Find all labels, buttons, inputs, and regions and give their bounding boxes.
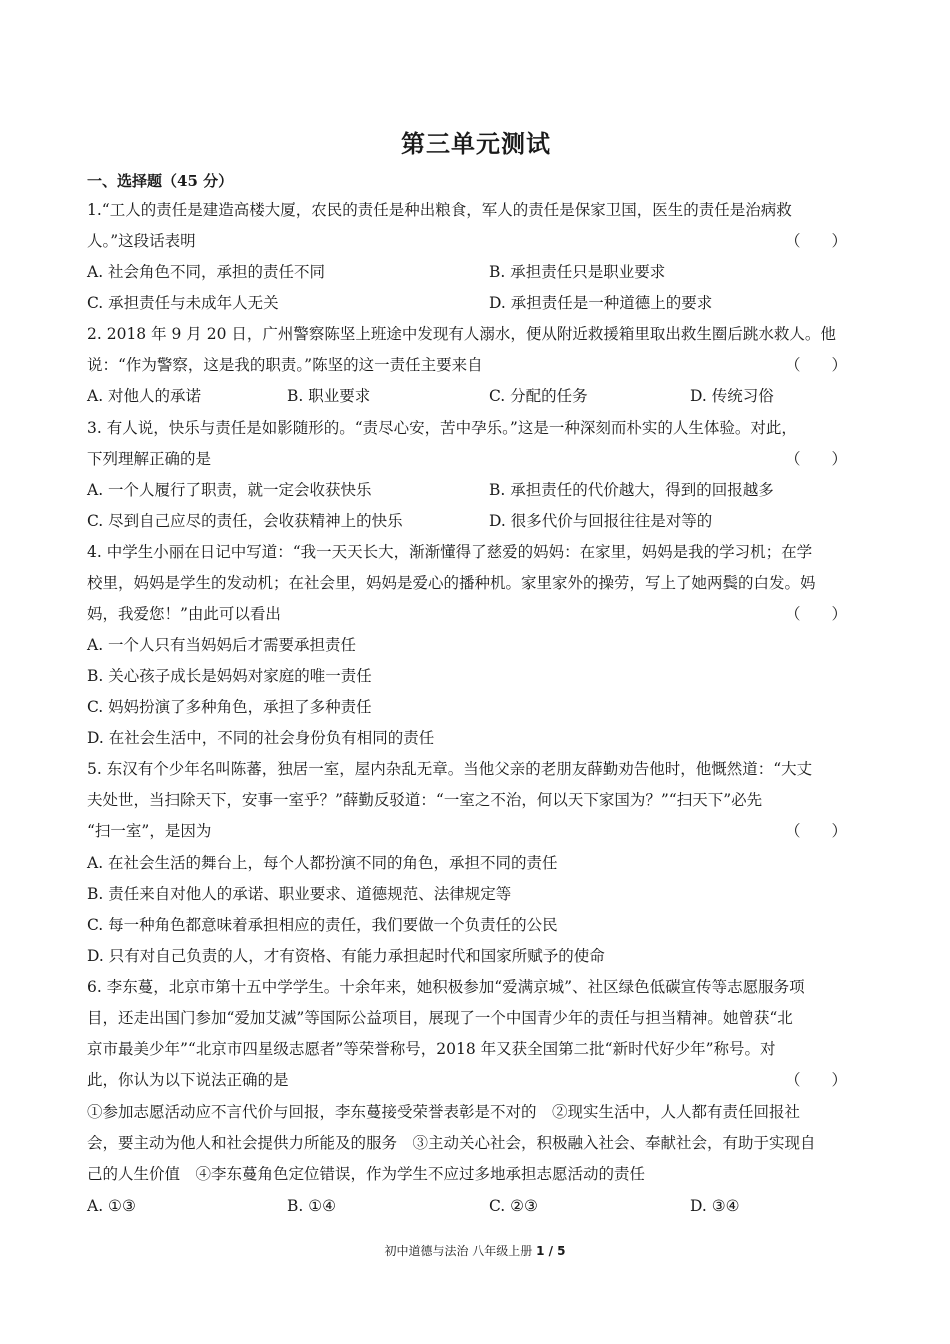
question-4-line-2: 校里，妈妈是学生的发动机；在社会里，妈妈是爱心的播种机。家里家外的操劳，写上了她两鬓的白发。妈 [87, 574, 816, 592]
question-1-option-d: D. 承担责任是一种道德上的要求 [489, 294, 713, 312]
question-3-option-d: D. 很多代价与回报往往是对等的 [489, 512, 713, 530]
question-3-line-1: 3. 有人说，快乐与责任是如影随形的。“责尽心安，苦中孕乐。”这是一种深刻而朴实的人生体验。对此， [87, 419, 797, 437]
question-4-line-3 [87, 599, 865, 630]
question-1-line-1: 1.“工人的责任是建造高楼大厦，农民的责任是种出粮食，军人的责任是保家卫国，医生的责任是治病救 [87, 201, 792, 219]
question-6-option-c: C. ②③ [489, 1197, 538, 1215]
question-3-option-a: A. 一个人履行了职责，就一定会收获快乐 [87, 481, 372, 499]
question-2-stem-end: 说：“作为警察，这是我的职责。”陈坚的这一责任主要来自 [87, 356, 483, 374]
question-4-line-1: 4. 中学生小丽在日记中写道：“我一天天长大，渐渐懂得了慈爱的妈妈：在家里，妈妈是我的学习机；在学 [87, 543, 813, 561]
question-3-option-b: B. 承担责任的代价越大，得到的回报越多 [489, 481, 774, 499]
question-6-line-3: 京市最美少年”“北京市四星级志愿者”等荣誉称号，2018 年又获全国第二批“新时代好少年”称号。对 [87, 1040, 776, 1058]
question-4-option-a: A. 一个人只有当妈妈后才需要承担责任 [87, 636, 357, 654]
question-3-stem-end: 下列理解正确的是 [87, 450, 212, 468]
question-5-line-2: 夫处世，当扫除天下，安事一室乎？”薛勤反驳道：“一室之不治，何以天下家国为？”“扫天下”必先 [87, 791, 763, 809]
answer-blank: （ ） [784, 1071, 847, 1089]
question-1-stem-end: 人。”这段话表明 [87, 232, 196, 250]
question-2-line-2 [87, 350, 865, 381]
answer-blank: （ ） [784, 605, 847, 623]
page-number: 1 / 5 [536, 1244, 566, 1258]
answer-blank: （ ） [784, 232, 847, 250]
question-5-option-c: C. 每一种角色都意味着承担相应的责任，我们要做一个负责任的公民 [87, 916, 558, 934]
question-1-option-a: A. 社会角色不同，承担的责任不同 [87, 263, 326, 281]
question-6-stem-end: 此，你认为以下说法正确的是 [87, 1071, 289, 1089]
question-5-option-b: B. 责任来自对他人的承诺、职业要求、道德规范、法律规定等 [87, 885, 512, 903]
question-3-option-c: C. 尽到自己应尽的责任，会收获精神上的快乐 [87, 512, 403, 530]
answer-blank: （ ） [784, 822, 847, 840]
question-6-statements-line-3: 己的人生价值 ④李东蔓角色定位错误，作为学生不应过多地承担志愿活动的责任 [87, 1165, 646, 1183]
question-1-option-c: C. 承担责任与未成年人无关 [87, 294, 279, 312]
question-2-line-1: 2. 2018 年 9 月 20 日，广州警察陈坚上班途中发现有人溺水，便从附近救援箱里取出救生圈后跳水救人。他 [87, 325, 836, 343]
question-6-line-4 [87, 1065, 865, 1096]
question-4-option-c: C. 妈妈扮演了多种角色，承担了多种责任 [87, 698, 372, 716]
section-heading: 一、选择题（45 分） [87, 172, 234, 190]
question-5-line-3 [87, 816, 865, 847]
question-6-option-b: B. ①④ [287, 1197, 337, 1215]
question-6-line-2: 目，还走出国门参加“爱加艾滅”等国际公益项目，展现了一个中国青少年的责任与担当精神。她曾获“北 [87, 1009, 793, 1027]
question-2-option-b: B. 职业要求 [287, 387, 371, 405]
answer-blank: （ ） [784, 450, 847, 468]
footer-course-label: 初中道德与法治 八年级上册 [384, 1244, 537, 1258]
question-1-line-2 [87, 226, 865, 257]
question-1-option-b: B. 承担责任只是职业要求 [489, 263, 666, 281]
question-5-stem-end: “扫一室”，是因为 [87, 822, 212, 840]
question-6-line-1: 6. 李东蔓，北京市第十五中学学生。十余年来，她积极参加“爱满京城”、社区绿色低碳宣传等志愿服务项 [87, 978, 805, 996]
question-4-option-d: D. 在社会生活中，不同的社会身份负有相同的责任 [87, 729, 435, 747]
question-2-option-a: A. 对他人的承诺 [87, 387, 202, 405]
question-6-option-a: A. ①③ [87, 1197, 136, 1215]
page-title: 第三单元测试 [401, 129, 551, 158]
question-5-option-a: A. 在社会生活的舞台上，每个人都扮演不同的角色，承担不同的责任 [87, 854, 558, 872]
question-5-option-d: D. 只有对自己负责的人，才有资格、有能力承担起时代和国家所赋予的使命 [87, 947, 605, 965]
question-6-option-d: D. ③④ [690, 1197, 740, 1215]
answer-blank: （ ） [784, 356, 847, 374]
question-4-stem-end: 妈，我爱您！”由此可以看出 [87, 605, 281, 623]
question-3-line-2 [87, 444, 865, 475]
question-2-option-c: C. 分配的任务 [489, 387, 588, 405]
question-4-option-b: B. 关心孩子成长是妈妈对家庭的唯一责任 [87, 667, 372, 685]
page-footer [0, 1242, 950, 1259]
question-6-statements-line-2: 会，要主动为他人和社会提供力所能及的服务 ③主动关心社会，积极融入社会、奉献社会，有助于实现自 [87, 1134, 816, 1152]
question-6-statements-line-1: ①参加志愿活动应不言代价与回报，李东蔓接受荣誉表彰是不对的 ②现实生活中，人人都有责任回报社 [87, 1103, 801, 1121]
question-5-line-1: 5. 东汉有个少年名叫陈蕃，独居一室，屋内杂乱无章。当他父亲的老朋友薛勤劝告他时，他慨然道：“大丈 [87, 760, 813, 778]
question-2-option-d: D. 传统习俗 [690, 387, 774, 405]
